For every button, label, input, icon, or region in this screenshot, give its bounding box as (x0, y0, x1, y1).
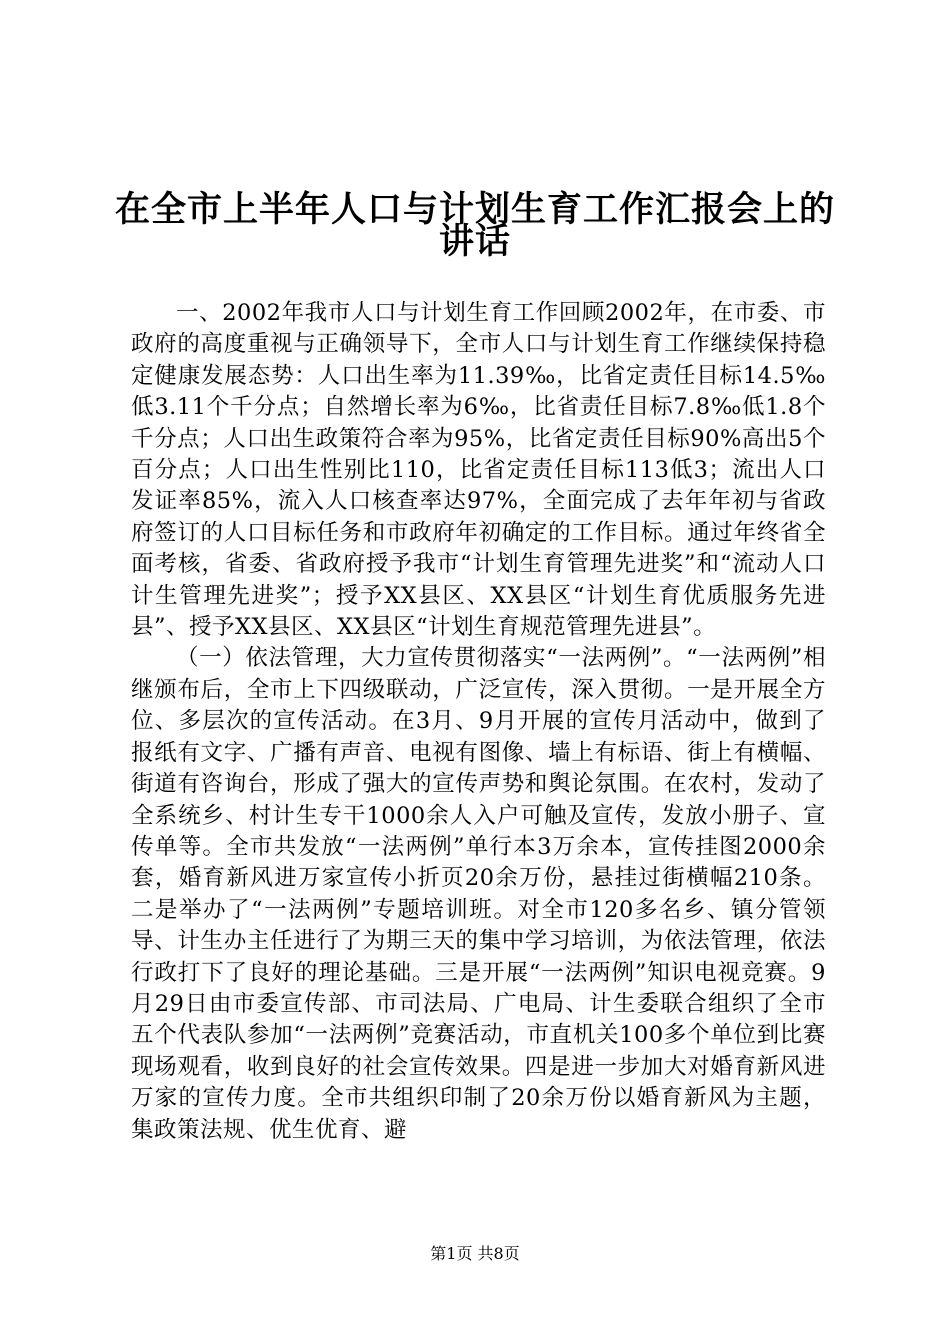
paragraph-legal-management: （一）依法管理，大力宣传贯彻落实“一法两例”。“一法两例”相继颁布后，全市上下四级联动，广泛宣传，深入贯彻。一是开展全方位、多层次的宣传活动。在3月、9月开展的宣传月活动中，做到了报纸有文字、广播有声音、电视有图像、墙上有标语、街上有横幅、街道有咨询台，形成了强大的宣传声势和舆论氛围。在农村，发动了全系统乡、村计生专干1000余人入户可触及宣传，发放小册子、宣传单等。全市共发放“一法两例”单行本3万余本，宣传挂图2000余套，婚育新风进万家宣传小折页20余万份，悬挂过街横幅210条。二是举办了“一法两例”专题培训班。对全市120多名乡、镇分管领导、计生办主任进行了为期三天的集中学习培训，为依法管理，依法行政打下了良好的理论基础。三是开展“一法两例”知识电视竞赛。9月29日由市委宣传部、市司法局、广电局、计生委联合组织了全市五个代表队参加“一法两例”竞赛活动，市直机关100多个单位到比赛现场观看，收到良好的社会宣传效果。四是进一步加大对婚育新风进万家的宣传力度。全市共组织印制了20余万份以婚育新风为主题，集政策法规、优生优育、避 (131, 645, 826, 1143)
document-body (131, 298, 826, 1146)
document-title-line-1: 在全市上半年人口与计划生育工作汇报会上的 (114, 189, 835, 230)
page-number-footer: 第1页 共8页 (430, 1244, 520, 1263)
document-title-line-2: 讲话 (438, 221, 511, 262)
paragraph-review: 一、2002年我市人口与计划生育工作回顾2002年，在市委、市政府的高度重视与正确领导下，全市人口与计划生育工作继续保持稳定健康发展态势：人口出生率为11.39‰，比省定责任目标14.5‰低3.11个千分点；自然增长率为6‰，比省责任目标7.8‰低1.8个千分点；人口出生政策符合率为95%，比省定责任目标90%高出5个百分点；人口出生性别比110，比省定责任目标113低3；流出人口发证率85%，流入人口核查率达97%，全面完成了去年年初与省政府签订的人口目标任务和市政府年初确定的工作目标。通过年终省全面考核，省委、省政府授予我市“计划生育管理先进奖”和“流动人口计生管理先进奖”；授予XX县区、XX县区“计划生育优质服务先进县”、授予XX县区、XX县区“计划生育规范管理先进县”。 (131, 300, 826, 641)
